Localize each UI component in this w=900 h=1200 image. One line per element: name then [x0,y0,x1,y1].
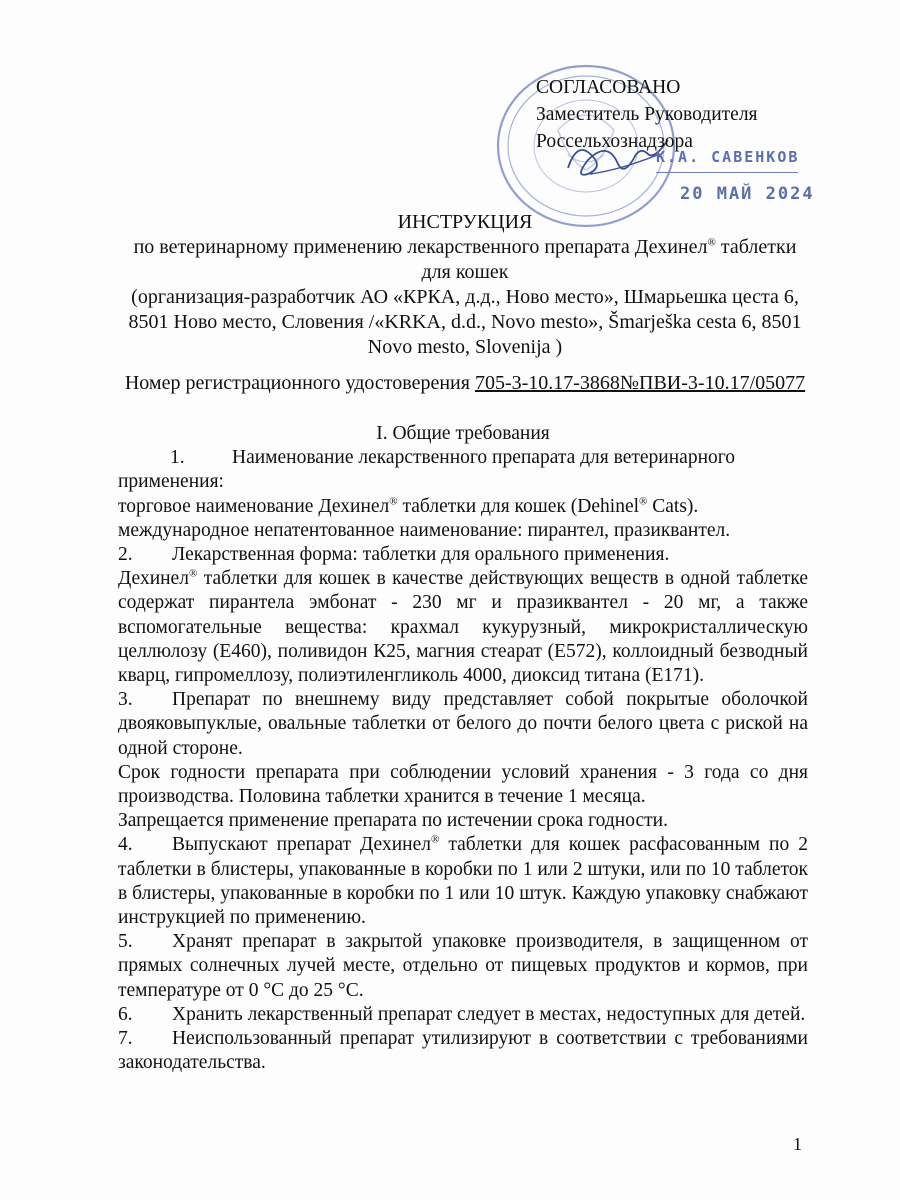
signature-line [656,172,798,173]
item-6: 6. Хранить лекарственный препарат следует в местах, недоступных для детей. [118,1003,806,1025]
title-line-1: по ветеринарному применению лекарственного препарата Дехинел® таблетки [133,236,797,258]
expiry-warning: Запрещается применение препарата по истечении срока годности. [118,810,668,832]
approver-name-stamp: К.А. САВЕНКОВ [656,148,800,166]
title-line-4: 8501 Ново место, Словения /«KRKA, d.d., Novo mesto», Šmarješka cesta 6, 8501 [128,311,802,333]
approval-block [536,74,826,155]
document-title-block [100,210,830,360]
item-7: 7. Неиспользованный препарат утилизируют в соответствии с требованиями законодательства. [118,1028,808,1074]
inn-name: международное непатентованное наименование: пирантел, празиквантел. [118,519,731,541]
registration-number: 705-3-10.17-3868№ПВИ-3-10.17/05077 [474,372,806,394]
approval-agency: Россельхознадзора [536,131,693,152]
document-body [118,422,808,1075]
item-5: 5. Хранят препарат в закрытой упаковке производителя, в защищенном от прямых солнечных лучей месте, отдельно от пищевых продуктов и кормов, при температуре от 0 °С до 25 °С. [118,931,808,1001]
composition: Дехинел® таблетки для кошек в качестве действующих веществ в одной таблетке содержат пирантела эмбонат - 230 мг и празиквантел - 20 мг, а также вспомогательные вещества: крахмал кукурузный, микрокристаллическую целлюлозу (Е460), поливидон К25, магния стеарат (Е572), коллоидный безводный кварц, гипромеллозу, полиэтиленгликоль 4000, диоксид титана (Е171). [118,567,808,687]
registration-label: Номер регистрационного удостоверения [124,372,475,394]
document-title: ИНСТРУКЦИЯ [397,211,533,233]
item-1: 1. Наименование лекарственного препарата для ветеринарного [170,447,736,469]
title-line-5: Novo mesto, Slovenija ) [367,336,563,358]
approval-date-stamp: 20 МАЙ 2024 [680,184,815,204]
section-title: I. Общие требования [376,423,550,444]
registration-line [100,372,830,395]
item-4: 4. Выпускают препарат Дехинел® таблетки для кошек расфасованным по 2 таблетки в блистеры, упакованные в коробки по 1 или 2 штуки, или по 10 таблеток в блистеры, упакованные в коробки по 1 или 10 штук. Каждую упаковку снабжают инструкцией по применению. [118,833,808,929]
title-line-3: (организация-разработчик АО «КРКА, д.д., Ново место», Шмарьешка цеста 6, [131,286,799,308]
trade-name: торговое наименование Дехинел® таблетки для кошек (Dehinel® Cats). [118,495,699,517]
approval-title: СОГЛАСОВАНО [536,77,681,98]
approval-position: Заместитель Руководителя [536,104,758,125]
page-number: 1 [793,1134,802,1154]
item-2: 2. Лекарственная форма: таблетки для орального применения. [118,544,670,566]
shelf-life: Срок годности препарата при соблюдении условий хранения - 3 года со дня производства. Половина таблетки хранится в течение 1 месяца. [118,761,808,808]
item-1-cont: применения: [118,471,224,493]
item-3: 3. Препарат по внешнему виду представляет собой покрытые оболочкой двояковыпуклые, овальные таблетки от белого до почти белого цвета с риской на одной стороне. [118,689,808,759]
title-line-2: для кошек [421,261,509,283]
